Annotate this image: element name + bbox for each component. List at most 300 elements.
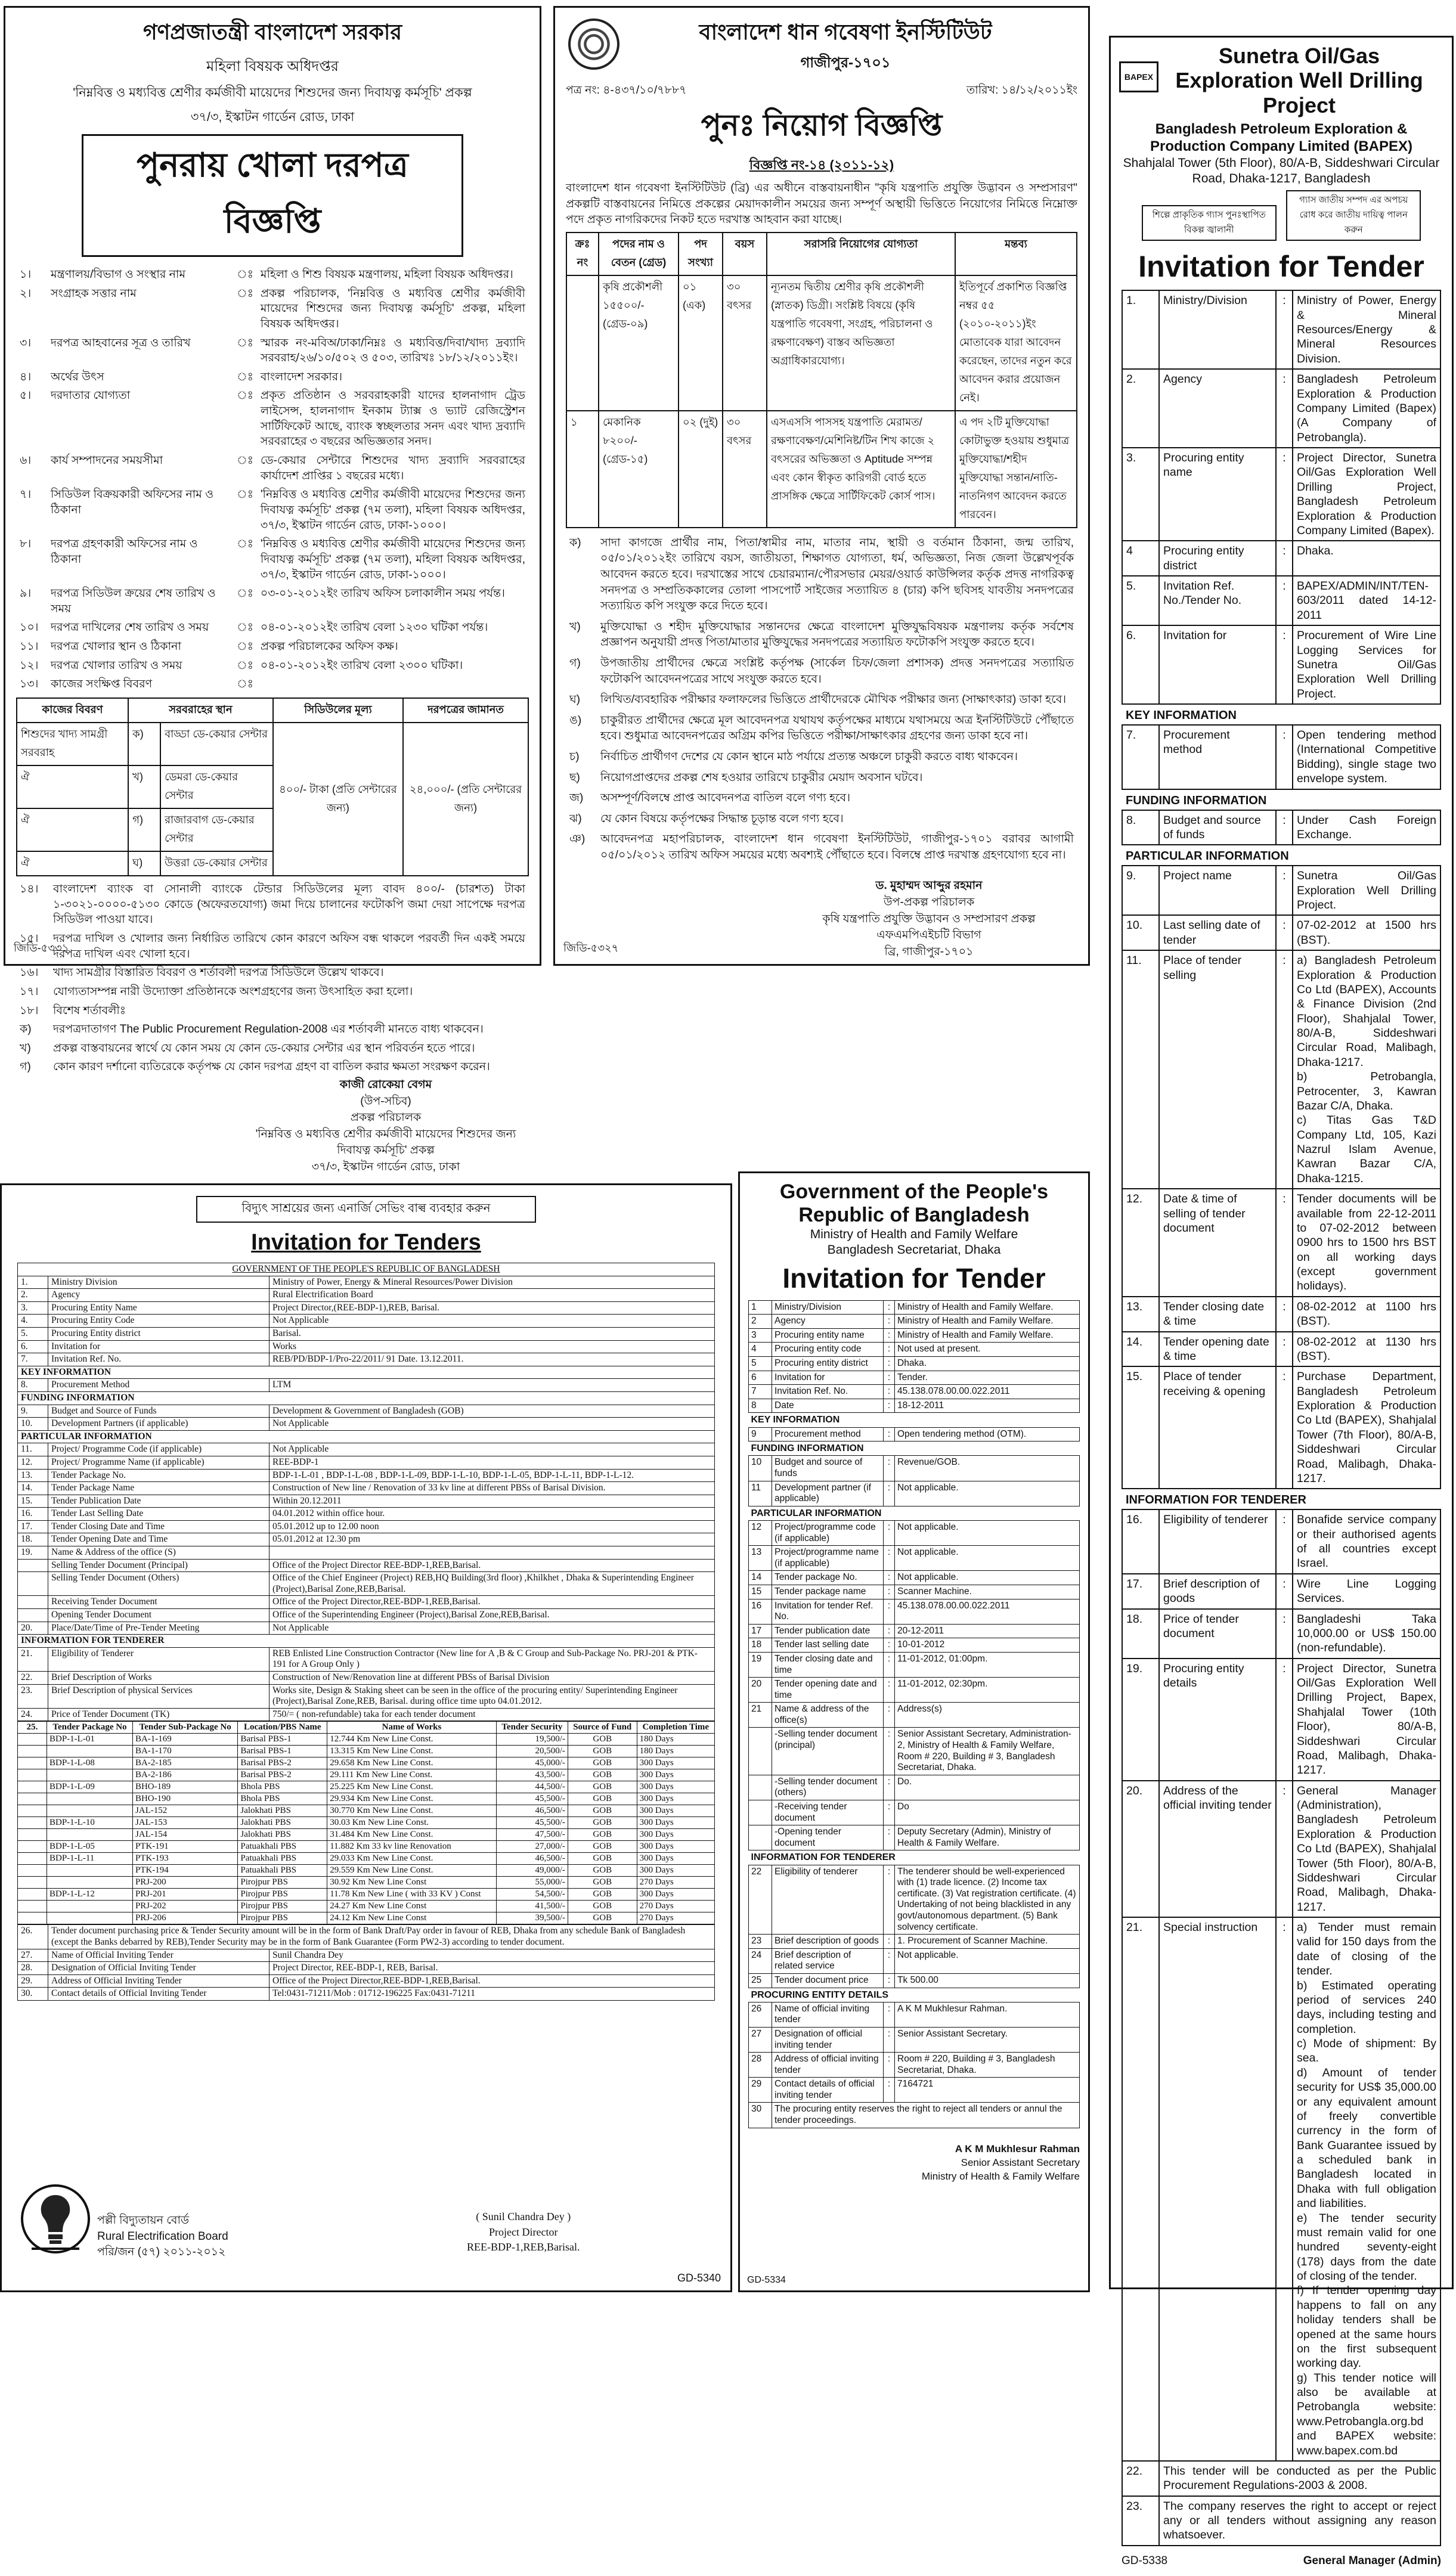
row-label: Price of tender document (1159, 1609, 1276, 1659)
ad1-header-2: মহিলা বিষয়ক অধিদপ্তর (206, 58, 339, 75)
ad4-tender-row (18, 1684, 715, 1708)
row-number: ৮। (20, 538, 32, 551)
section-title: FUNDING INFORMATION (751, 1443, 864, 1454)
completion-time: 300 Days (637, 1793, 714, 1805)
ad1-conditions (16, 880, 529, 1077)
ad4-tender-row (18, 1456, 715, 1469)
row-colon: : (1276, 290, 1293, 369)
ad5-tender-row (749, 1703, 1080, 1728)
ad4-schedule-row (18, 1805, 715, 1817)
row-number (18, 1781, 47, 1793)
row-value: Tk 500.00 (895, 1973, 1080, 1988)
row-label: Name of Official Inviting Tender (48, 1949, 269, 1962)
condition-text: চাকুরীরত প্রার্থীদের ক্ষেত্রে মূল আবেদনপত্র যথাযথ কর্তৃপক্ষের মাধ্যমে যথাসময়ে অত্র ইনস্টিটিউটে পৌঁছাতে হবে। শুধুমাত্র আবেদনপত্রের অগ্রিম কপির ভিত্তিতে পরীক্ষা/সাক্ষাৎকার গ্রহণের জন্য ডাকা হবে না। (600, 714, 1074, 743)
row-label: Brief Description of physical Services (48, 1684, 269, 1708)
row-value: 05.01.2012 up to 12.00 noon (269, 1520, 715, 1533)
row-colon: : (884, 1638, 895, 1653)
package-number: BDP-1-L-08 (47, 1757, 133, 1769)
row-number: 5. (1122, 576, 1159, 625)
row-label: Procurement method (1159, 725, 1276, 789)
sub-package-number: PRJ-206 (132, 1912, 237, 1924)
row-colon: : (884, 2078, 895, 2103)
condition-number: খ) (569, 620, 581, 633)
ad2-subtitle: বিজ্ঞপ্তি নং-১৪ (২০১১-১২) (749, 157, 894, 172)
works-name: 11.78 Km New Line ( with 33 KV ) Const (327, 1889, 497, 1901)
tender-security: 19,500/- (496, 1734, 568, 1746)
works-name: 12.744 Km New Line Const. (327, 1734, 497, 1746)
row-number (18, 1877, 47, 1889)
row-number (18, 1746, 47, 1757)
completion-time: 270 Days (637, 1912, 714, 1924)
column-header: Tender Security (496, 1722, 568, 1734)
row-number (18, 1559, 48, 1572)
ad4-section-head (18, 1366, 715, 1379)
ad4-org-block (97, 2213, 228, 2261)
row-colon: ঃ (237, 287, 253, 300)
ad5-section-head (749, 1506, 1080, 1520)
row-number: 13 (749, 1546, 772, 1571)
ad5-tender-row (749, 2103, 1080, 2128)
row-label: দরপত্র খোলার স্থান ও ঠিকানা (51, 640, 181, 653)
ad3-heading: Sunetra Oil/Gas Exploration Well Drilling Project (1175, 44, 1423, 117)
ad4-tender-row (18, 1289, 715, 1302)
row-colon: : (884, 1678, 895, 1703)
ad5-ministry: Ministry of Health and Family Welfare (810, 1227, 1018, 1242)
fund-source: GOB (568, 1877, 637, 1889)
ad3-tender-row (1122, 448, 1440, 541)
ad4-tender-row (18, 1708, 715, 1721)
completion-time: 180 Days (637, 1734, 714, 1746)
row-number: ৪। (20, 370, 32, 383)
row-number: 1. (1122, 290, 1159, 369)
row-value: 1. Procurement of Scanner Machine. (895, 1935, 1080, 1949)
ad5-tender-row (749, 1948, 1080, 1973)
completion-time: 300 Days (637, 1841, 714, 1853)
row-number: ৯। (20, 587, 32, 600)
ad3-section-head (1122, 845, 1440, 866)
ad1-grid-head: সরবরাহের স্থান (128, 698, 273, 723)
row-colon: : (884, 1948, 895, 1973)
ad1-grid-head: দরপত্রের জামানত (403, 698, 528, 723)
row-label: -Selling tender document (others) (772, 1775, 884, 1800)
row-value: LTM (269, 1379, 715, 1392)
row-colon: ঃ (237, 268, 253, 281)
completion-time: 300 Days (637, 1853, 714, 1865)
row-colon: : (1276, 576, 1293, 625)
row-label: Invitation Ref. No./Tender No. (1159, 576, 1276, 625)
row-colon: : (884, 1399, 895, 1413)
row-number: 19. (18, 1546, 48, 1560)
condition-number: ক) (20, 1023, 32, 1036)
row-label: Eligibility of Tenderer (48, 1647, 269, 1671)
ad3-tender-row (1122, 541, 1440, 576)
condition-text: আবেদনপত্র মহাপরিচালক, বাংলাদেশ ধান গবেষণা ইনস্টিটিউট, গাজীপুর-১৭০১ বরাবর আগামী ০৫/০১/২০১২ তারিখ অফিস সময়ের মধ্যে অবশ্যই পৌঁছাতে হবে। বিলম্বে প্রাপ্ত দরখাস্ত গ্রহণযোগ্য হবে না। (600, 833, 1074, 861)
row-number (18, 1841, 47, 1853)
ad4-tender-row (18, 1596, 715, 1609)
ad2-condition (566, 711, 1077, 747)
row-number: 4 (749, 1343, 772, 1357)
ad1-grid-price: ৪০০/- টাকা (প্রতি সেন্টারের জন্য) (273, 723, 403, 876)
completion-time: 300 Days (637, 1781, 714, 1793)
sub-package-number: JAL-153 (132, 1817, 237, 1829)
row-number: 23. (18, 1684, 48, 1708)
condition-text: খাদ্য সামগ্রীর বিস্তারিত বিবরণ ও শর্তাবলী দরপত্র সিডিউলে উল্লেখ থাকবে। (53, 966, 384, 979)
ad1-info-row (16, 386, 529, 451)
row-text: The procuring entity reserves the right to reject all tenders or annul the tender proceedings. (772, 2103, 1080, 2128)
row-label: Invitation Ref. No. (48, 1353, 269, 1366)
row-number: 20. (18, 1622, 48, 1635)
row-value: Open tendering method (International Competitive Bidding), single stage two envelope system. (1293, 725, 1440, 789)
row-value: Not applicable. (895, 1571, 1080, 1585)
ad1-header-1: গণপ্রজাতন্ত্রী বাংলাদেশ সরকার (142, 20, 402, 44)
ad4-contact-table (17, 1924, 715, 2001)
ad4-tender-table (17, 1263, 715, 1721)
row-colon: : (884, 1546, 895, 1571)
ad5-tender-row (749, 1599, 1080, 1624)
row-label: Tender Opening Date and Time (48, 1533, 269, 1546)
row-number: 1 (749, 1300, 772, 1315)
completion-time: 300 Days (637, 1865, 714, 1877)
ad5-tender-row (749, 1935, 1080, 1949)
row-colon: : (884, 1800, 895, 1825)
row-colon: : (884, 1624, 895, 1638)
row-label: Project/programme name (if applicable) (772, 1546, 884, 1571)
ad5-tender-row (749, 1638, 1080, 1653)
row-number: 15. (18, 1495, 48, 1508)
row-label: Tender Package No. (48, 1469, 269, 1482)
row-number: 26. (18, 1925, 48, 1949)
sub-package-number: JAL-152 (132, 1805, 237, 1817)
row-value: Within 20.12.2011 (269, 1495, 715, 1508)
row-colon: : (884, 1427, 895, 1442)
ad1-info-row (16, 584, 529, 618)
ad1-header-4: ৩৭/৩, ইস্কাটন গার্ডেন রোড, ঢাকা (190, 110, 355, 124)
ad3-gd-number: GD-5338 (1122, 2554, 1168, 2567)
row-number: 19 (749, 1652, 772, 1677)
ad2-signer-line: ব্রি, গাজীপুর-১৭০১ (884, 945, 974, 958)
condition-text: দরপত্রদাতাগণ The Public Procurement Regulation-2008 এর শর্তাবলী মানতে বাধ্য থাকবেন। (53, 1023, 484, 1036)
row-label: Tender package name (772, 1585, 884, 1599)
condition-text: যোগ্যতাসম্পন্ন নারী উদ্যোক্তা প্রতিষ্ঠানকে অংশগ্রহণের জন্য উৎসাহিত করা হলো। (53, 985, 413, 998)
row-colon: ঃ (237, 538, 253, 551)
section-title: FUNDING INFORMATION (18, 1391, 715, 1405)
column-header: Location/PBS Name (238, 1722, 327, 1734)
row-label: Name & address of the office(s) (772, 1703, 884, 1728)
pbs-name: Pirojpur PBS (238, 1877, 327, 1889)
works-name: 31.484 Km New Line Const. (327, 1829, 497, 1841)
ad4-schedule-row (18, 1734, 715, 1746)
row-number: 10. (1122, 915, 1159, 950)
row-colon: : (1276, 1297, 1293, 1332)
ad5-location: Bangladesh Secretariat, Dhaka (827, 1243, 1001, 1257)
row-value: স্মারক নং-মবিঅ/ঢাকা/নিম্নঃ ও মধ্যবিত্ত/দিবা/খাদ্য দ্রব্যাদি সরবরাহ/২৬/১০/৫০২ ও ৫০৩, তারিখঃ ১৮/১২/২০১১ইং। (260, 336, 525, 365)
row-number: 17 (749, 1624, 772, 1638)
row-label: Name & Address of the office (S) (48, 1546, 269, 1560)
column-header: পদের নাম ও বেতন (গ্রেড) (599, 233, 679, 275)
ad5-tender-row (749, 1371, 1080, 1385)
row-label: Brief description of goods (1159, 1574, 1276, 1609)
ad5-tender-row (749, 2078, 1080, 2103)
completion-time: 300 Days (637, 1889, 714, 1901)
row-label: Development Partners (if applicable) (48, 1418, 269, 1431)
row-value: Ministry of Health and Family Welfare. (895, 1328, 1080, 1343)
row-value: Room # 220, Building # 3, Bangladesh Secretariat, Dhaka. (895, 2053, 1080, 2078)
row-number: 4 (1122, 541, 1159, 576)
ad2-signer-line: উপ-প্রকল্প পরিচালক (883, 896, 975, 909)
post-qualification: ন্যূনতম দ্বিতীয় শ্রেণীর কৃষি প্রকৌশলী (স্নাতক) ডিগ্রী। সংশ্লিষ্ট বিষয়ে (কৃষি যন্ত্রপাতি গবেষণা, সংগ্রহ, পরিচালনা ও রক্ষণাবেক্ষণ) বাস্তব অভিজ্ঞতা অগ্রাধিকারযোগ্য। (767, 275, 955, 411)
row-number: 25. (18, 1722, 47, 1734)
ad4-schedule-row (18, 1912, 715, 1924)
ad2-condition (566, 809, 1077, 830)
section-title: KEY INFORMATION (751, 1415, 840, 1425)
row-number: 5. (18, 1327, 48, 1340)
row-value: 7164721 (895, 2078, 1080, 2103)
row-colon: : (884, 1825, 895, 1850)
row-value: Dhaka. (895, 1357, 1080, 1371)
fund-source: GOB (568, 1829, 637, 1841)
row-label: Procuring entity district (772, 1357, 884, 1371)
condition-number: ১৭। (20, 985, 39, 998)
sub-package-number: PTK-194 (132, 1865, 237, 1877)
notice-bapex-tender (1109, 36, 1454, 2567)
condition-number: ১৬। (20, 966, 39, 979)
row-label: Place/Date/Time of Pre-Tender Meeting (48, 1622, 269, 1635)
condition-text: বাংলাদেশ ব্যাংক বা সোনালী ব্যাংকে টেন্ডার সিডিউলের মূল্য বাবদ ৪০০/- (চারশত) টাকা ১-৩০২১-০০০০-৫১৩০ কোডে (অফেরতযোগ্য) জমা দিয়ে চালানের ফটোকপি জমা দেয়া সাপেক্ষে দরপত্র সিডিউল পাওয়া যাবে। (53, 883, 525, 926)
row-colon: : (1276, 625, 1293, 704)
row-value: Procurement of Wire Line Logging Services for Sunetra Oil/Gas Exploration Well Drilling Project. (1293, 625, 1440, 704)
row-number: 22. (18, 1672, 48, 1685)
row-value: Under Cash Foreign Exchange. (1293, 810, 1440, 845)
ad5-section-head (749, 1988, 1080, 2002)
row-number: ১০। (20, 621, 39, 634)
ad4-tender-row (18, 1469, 715, 1482)
row-value: BDP-1-L-01 , BDP-1-L-08 , BDP-1-L-09, BDP-1-L-10, BDP-1-L-05, BDP-1-L-11, BDP-1-L-12. (269, 1469, 715, 1482)
ad1-grid-place: বাড্ডা ডে-কেয়ার সেন্টার (160, 723, 273, 765)
condition-number: ১৫। (20, 932, 39, 945)
row-colon: : (884, 1703, 895, 1728)
row-label: Brief description of related service (772, 1948, 884, 1973)
row-value: Office of the Project Director REE-BDP-1,REB,Barisal. (269, 1559, 715, 1572)
section-title: KEY INFORMATION (1126, 709, 1237, 723)
row-label: Procuring entity name (772, 1328, 884, 1343)
post-remarks: এ পদ ২টি মুক্তিযোদ্ধা কোটাভুক্ত হওয়ায় শুধুমাত্র মুক্তিযোদ্ধা/শহীদ মুক্তিযোদ্ধা সন্তান/নাতি-নাতনিগণ আবেদন করতে পারবেন। (955, 411, 1077, 528)
row-value: 45.138.078.00.00.022.2011 (895, 1599, 1080, 1624)
row-colon: : (884, 1775, 895, 1800)
ad1-info-row (16, 656, 529, 675)
column-header: মন্তব্য (955, 233, 1077, 275)
row-value: Construction of New line / Renovation of 33 kv line at different PBSs of Barisal Division. (269, 1482, 715, 1495)
column-header: Tender Sub-Package No (132, 1722, 237, 1734)
row-colon: : (884, 1865, 895, 1935)
condition-number: ঙ) (569, 714, 582, 727)
row-label: Procuring entity name (1159, 448, 1276, 541)
row-number: 16 (749, 1599, 772, 1624)
row-number: 8. (1122, 810, 1159, 845)
package-number (47, 1912, 133, 1924)
row-value: General Manager (Administration), Bangladesh Petroleum Exploration & Production Co Ltd (BAPEX), Shahjalal Tower (5th Floor), 80/A-B, Siddeshwari Circular Road, Malibagh, Dhaka-1217. (1293, 1781, 1440, 1917)
row-label: Eligibility of tenderer (1159, 1509, 1276, 1574)
fund-source: GOB (568, 1912, 637, 1924)
row-number (18, 1609, 48, 1622)
works-name: 30.770 Km New Line Const. (327, 1805, 497, 1817)
sub-package-number: BHO-190 (132, 1793, 237, 1805)
post-age: ৩০ বৎসর (723, 275, 767, 411)
row-number: 7 (749, 1385, 772, 1399)
row-label: Invitation for (48, 1340, 269, 1353)
row-label: Name of official inviting tender (772, 2002, 884, 2027)
ad4-section-head (18, 1635, 715, 1648)
ad5-signer-line: Ministry of Health & Family Welfare (921, 2170, 1080, 2182)
row-label: দরপত্র খোলার তারিখ ও সময় (51, 659, 182, 672)
works-name: 25.225 Km New Line Const. (327, 1781, 497, 1793)
ad3-tender-table (1122, 290, 1441, 2546)
column-header: পদ সংখ্যা (679, 233, 723, 275)
row-value: প্রকৃত প্রতিষ্ঠান ও সরবরাহকারী যাদের হালনাগাদ ট্রেড লাইসেন্স, হালনাগাদ ইনকাম ট্যাক্স ও ভ্যাট রেজিস্ট্রেশন সার্টিফিকেট আছে, ব্যাংক স্বচ্ছলতার সনদ এবং খাদ্য দ্রব্যাদি সরবরাহের ৩ বছরের অভিজ্ঞতার সনদ। (260, 389, 525, 448)
row-number: 18 (749, 1638, 772, 1653)
row-colon: : (884, 1728, 895, 1775)
row-value: ০৪-০১-২০১২ইং তারিখ বেলা ২৩০০ ঘটিকা। (260, 659, 463, 672)
tender-security: 41,500/- (496, 1901, 568, 1912)
row-label: Brief description of goods (772, 1935, 884, 1949)
row-number: ৭। (20, 488, 32, 501)
row-value: a) Bangladesh Petroleum Exploration & Production Co Ltd (BAPEX), Accounts & Finance Division (2nd Floor), Shahjalal Tower, 80/A-B, Siddeshwari Circular Road, Malibagh, Dhaka-1217. b) Petrobangla, Petrocenter, 3, Kawran Bazar C/A, Dhaka. c) Titas Gas T&D Company Ltd, 105, Kazi Nazrul Islam Avenue, Kawran Bazar C/A, Dhaka-1215. (1293, 950, 1440, 1189)
row-number: 10. (18, 1418, 48, 1431)
ad1-condition (16, 1058, 529, 1077)
row-number: 2 (749, 1315, 772, 1329)
column-header: সরাসরি নিয়োগের যোগ্যতা (767, 233, 955, 275)
row-label: Address of official inviting tender (772, 2053, 884, 2078)
ad4-tender-row (18, 1418, 715, 1431)
row-label: Procuring entity code (772, 1343, 884, 1357)
row-number: ৫। (20, 389, 32, 402)
row-value: ডে-কেয়ার সেন্টারে শিশুদের খাদ্য দ্রব্যাদি সরবরাহের কার্যাদেশ প্রাপ্তির ১ বছরের মধ্যে। (260, 454, 525, 482)
row-value: Office of the Project Director,REE-BDP-1,REB,Barisal. (269, 1596, 715, 1609)
ad4-tender-row (18, 1647, 715, 1671)
package-number (47, 1793, 133, 1805)
row-label: Tender publication date (772, 1624, 884, 1638)
ad4-tender-row (18, 1495, 715, 1508)
row-value: Project Director, Sunetra Oil/Gas Exploration Well Drilling Project, Bapex, Shahjalal Tower (10th Floor), 80/A-B, Siddeshwari Circular Road, Malibagh, Dhaka-1217. (1293, 1659, 1440, 1781)
row-value: 05.01.2012 at 12.30 pm (269, 1533, 715, 1546)
condition-number: গ) (569, 656, 581, 669)
condition-text: মুক্তিযোদ্ধা ও শহীদ মুক্তিযোদ্ধার সন্তানদের ক্ষেত্রে বাংলাদেশ মুক্তিযুদ্ধবিষয়ক মন্ত্রণালয় কর্তৃক সর্বশেষ প্রজ্ঞাপন অনুযায়ী প্রদত্ত পিতা/মাতার মুক্তিযুদ্ধের সনদপত্রের সত্যায়িত ফটোকপি সংযুক্ত করতে হবে। (600, 620, 1074, 649)
row-value: Dhaka. (1293, 541, 1440, 576)
ad3-tender-row (1122, 810, 1440, 845)
row-label: Place of tender selling (1159, 950, 1276, 1189)
ad2-place: গাজীপুর-১৭০১ (800, 55, 891, 71)
row-number: 4. (18, 1315, 48, 1328)
row-value: REE-BDP-1 (269, 1456, 715, 1469)
row-colon: : (884, 1343, 895, 1357)
row-number: 6. (18, 1340, 48, 1353)
ad3-slogan: শিল্পে প্রাকৃতিক গ্যাস পুনঃস্থাপিত বিকল্প জ্বালানী (1142, 205, 1277, 241)
row-value: Wire Line Logging Services. (1293, 1574, 1440, 1609)
row-colon: : (884, 2002, 895, 2027)
ad3-tender-row (1122, 1366, 1440, 1489)
government-heading: GOVERNMENT OF THE PEOPLE'S REPUBLIC OF BANGLADESH (18, 1263, 715, 1276)
ad5-tender-row (749, 1357, 1080, 1371)
row-number: 13. (1122, 1297, 1159, 1332)
row-value: Project Director,(REE-BDP-1),REB, Barisal. (269, 1301, 715, 1315)
row-value: a) Tender must remain valid for 150 days from the date of closing of the tender. b) Estimated operating period of services 240 days, including testing and completion. c) Mode of shipment: By sea. d) Amount of tender security for US$ 35,000.00 or any equivalent amount of freely convertible currency in the form of Bank Guarantee issued by a scheduled bank in Bangladesh located in Dhaka with full obligation and liabilities. e) The tender security must remain valid for one hundred seventy-eight (178) days from the date of closing of the tender. f) If tender opening day happens to fall on any holiday tenders shall be opened at the same hours on the first subsequent working day. g) This tender notice will also be available at Petrobangla website: www.Petrobangla.org.bd and BAPEX website: www.bapex.com.bd (1293, 1917, 1440, 2461)
package-number (47, 1877, 133, 1889)
row-colon: : (884, 1652, 895, 1677)
ad3-slogan: গ্যাস জাতীয় সম্পদ এর অপচয় রোধ করে জাতীয় দায়িত্ব পালন করুন (1286, 190, 1421, 241)
tender-security: 54,500/- (496, 1889, 568, 1901)
row-value: Not applicable. (895, 1520, 1080, 1545)
completion-time: 180 Days (637, 1746, 714, 1757)
row-colon: : (884, 1520, 895, 1545)
tender-security: 44,500/- (496, 1781, 568, 1793)
row-label: অর্থের উৎস (51, 370, 104, 383)
row-number: 2. (18, 1289, 48, 1302)
row-number (18, 1793, 47, 1805)
notice-women-affairs (4, 6, 541, 1173)
tender-security: 47,500/- (496, 1829, 568, 1841)
package-number (47, 1746, 133, 1757)
row-number (18, 1853, 47, 1865)
row-colon: : (884, 2053, 895, 2078)
row-value: Works (269, 1340, 715, 1353)
row-number: 25 (749, 1973, 772, 1988)
row-value: Purchase Department, Bangladesh Petroleum Exploration & Production Co Ltd (BAPEX), Shahjalal Tower (7th Floor), 80/A-B, Siddeshwari Circular Road, Malibagh, Dhaka-1217. (1293, 1366, 1440, 1489)
ad3-tender-row (1122, 1189, 1440, 1297)
ad4-tender-row (18, 1327, 715, 1340)
condition-text: প্রকল্প বাস্তবায়নের স্বার্থে যে কোন সময় যে কোন ডে-কেয়ার সেন্টার এর স্থান পরিবর্তন হতে পারে। (53, 1041, 475, 1055)
row-label: Agency (1159, 369, 1276, 448)
ad5-tender-row (749, 1343, 1080, 1357)
row-label: Address of the official inviting tender (1159, 1781, 1276, 1917)
ad1-condition (16, 929, 529, 963)
row-value: Project Director, Sunetra Oil/Gas Exploration Well Drilling Project, Bangladesh Petroleum Exploration & Production Company Limited (Bapex). (1293, 448, 1440, 541)
ad1-info-table (16, 265, 529, 694)
row-colon: : (1276, 1366, 1293, 1489)
post-count: ০১ (এক) (679, 275, 723, 411)
tender-security: 39,500/- (496, 1912, 568, 1924)
ad1-grid-security: ২৪,০০০/- (প্রতি সেন্টারের জন্য) (403, 723, 528, 876)
ad1-condition (16, 1039, 529, 1058)
ad3-tender-row (1122, 625, 1440, 704)
row-number: 12. (18, 1456, 48, 1469)
ad5-tender-row (749, 1546, 1080, 1571)
row-label: Opening Tender Document (48, 1609, 269, 1622)
row-label: Procurement Method (48, 1379, 269, 1392)
row-value: বাংলাদেশ সরকার। (260, 370, 343, 383)
row-label: দরপত্র গ্রহণকারী অফিসের নাম ও ঠিকানা (51, 538, 198, 566)
ad4-org-bn: পল্লী বিদ্যুতায়ন বোর্ড (97, 2214, 189, 2227)
row-value: Bonafide service company or their authorised agents of all countries except Israel. (1293, 1509, 1440, 1574)
row-colon: : (1276, 448, 1293, 541)
ad5-tender-row (749, 1800, 1080, 1825)
works-name: 13.315 Km New Line Const. (327, 1746, 497, 1757)
row-number: 19. (1122, 1659, 1159, 1781)
row-value: Not applicable. (895, 1546, 1080, 1571)
row-value: 18-12-2011 (895, 1399, 1080, 1413)
row-colon: : (1276, 1189, 1293, 1297)
row-colon: : (884, 1300, 895, 1315)
condition-text: সাদা কাগজে প্রার্থীর নাম, পিতা/স্বামীর নাম, মাতার নাম, স্থায়ী ও বর্তমান ঠিকানা, জন্ম তারিখ, ০৫/০১/২০১২ইং তারিখে বয়স, জাতীয়তা, শিক্ষাগত যোগ্যতা, ধর্ম, অভিজ্ঞতা, নিজ জেলা উল্লেখপূর্বক আবেদন করতে হবে। দরখাস্তের সাথে চেয়ারম্যান/পৌরসভার মেয়র/ওয়ার্ড কাউন্সিলর কর্তৃক প্রদত্ত নাগরিকত্ব সনদপত্র ও সম্প্রতিককালের তোলা পাসপোর্ট সাইজের সত্যায়িত ৪ (চার) কপি ছবিসহ যাবতীয় সনদপত্রের সত্যায়িত কপি সংযুক্ত করে দিতে হবে। (600, 536, 1074, 613)
ad3-title: Invitation for Tender (1138, 250, 1424, 284)
ad5-signature (748, 2143, 1080, 2184)
row-value: Construction of New/Renovation line at different PBSs of Barisal Division (269, 1672, 715, 1685)
row-value: Barisal. (269, 1327, 715, 1340)
row-value: Revenue/GOB. (895, 1456, 1080, 1481)
row-label: Development partner (if applicable) (772, 1481, 884, 1506)
ad4-section-head (18, 1430, 715, 1443)
section-title: PROCURING ENTITY DETAILS (751, 1989, 889, 2000)
row-number: 16. (1122, 1509, 1159, 1574)
row-label: Tender Package Name (48, 1482, 269, 1495)
